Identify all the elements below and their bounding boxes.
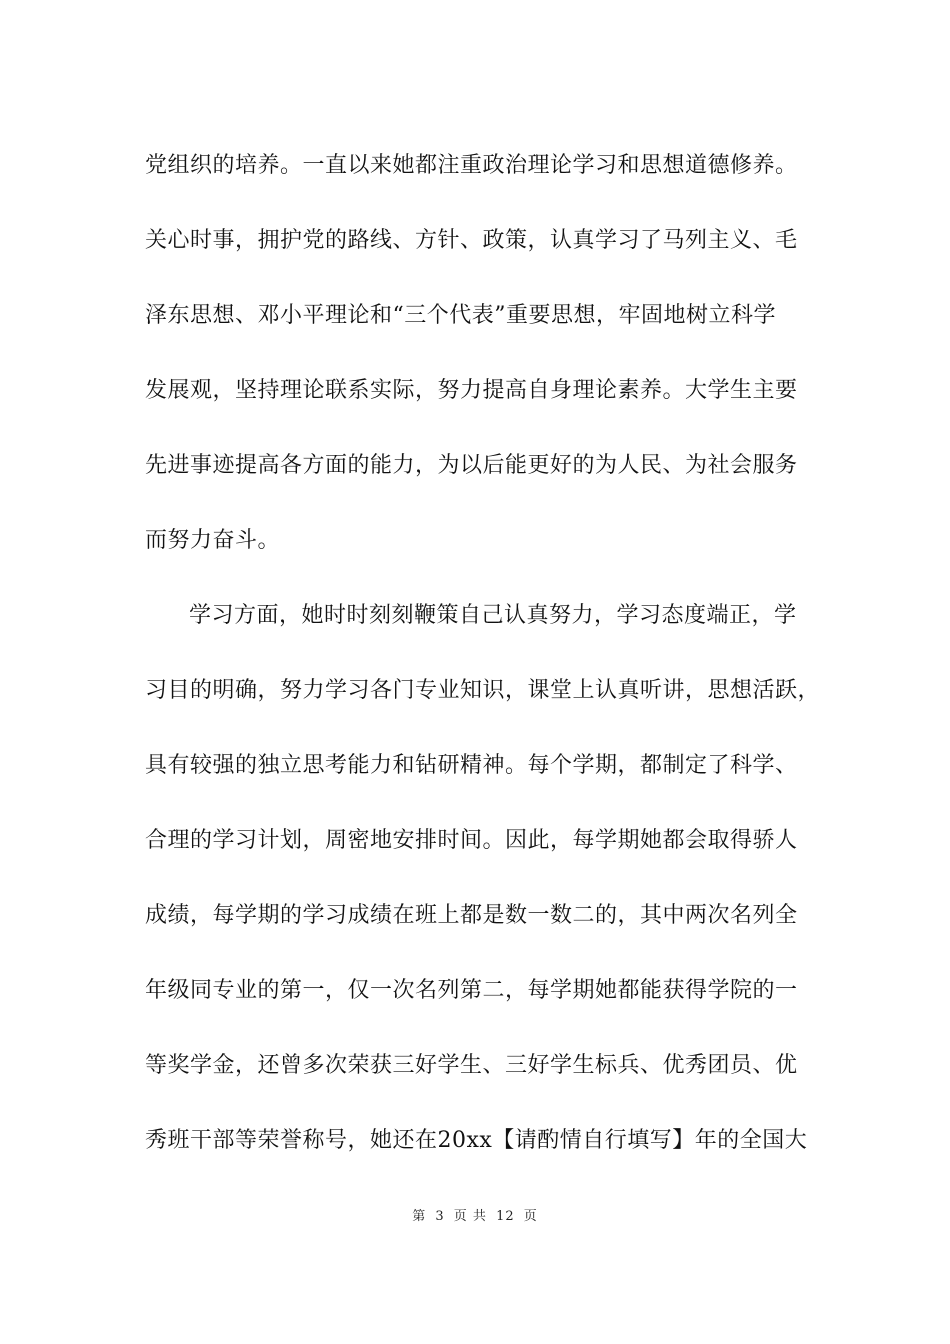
footer-suffix: 页 bbox=[523, 1209, 538, 1224]
text-line: 年级同专业的第一，仅一次名列第二，每学期她都能获得学院的一 bbox=[145, 978, 798, 1003]
text-line: 而努力奋斗。 bbox=[145, 528, 281, 553]
text-line: 成绩，每学期的学习成绩在班上都是数一数二的，其中两次名列全 bbox=[145, 903, 798, 928]
footer-prefix: 第 bbox=[412, 1209, 427, 1224]
text-line: 秀班干部等荣誉称号，她还在20xx【请酌情自行填写】年的全国大 bbox=[145, 1128, 808, 1153]
text-line: 泽东思想、邓小平理论和“三个代表”重要思想，牢固地树立科学 bbox=[145, 303, 776, 328]
text-line: 等奖学金，还曾多次荣获三好学生、三好学生标兵、优秀团员、优 bbox=[145, 1053, 798, 1078]
text-line: 党组织的培养。一直以来她都注重政治理论学习和思想道德修养。 bbox=[145, 153, 798, 178]
text-line-paragraph-start: 学习方面，她时时刻刻鞭策自己认真努力，学习态度端正，学 bbox=[189, 603, 797, 628]
text-line: 习目的明确，努力学习各门专业知识，课堂上认真听讲，思想活跃， bbox=[145, 678, 821, 703]
text-line: 发展观，坚持理论联系实际，努力提高自身理论素养。大学生主要 bbox=[145, 378, 798, 403]
current-page-number: 3 bbox=[435, 1209, 445, 1224]
total-pages-number: 12 bbox=[496, 1209, 515, 1224]
body-text bbox=[145, 128, 821, 1178]
text-line: 具有较强的独立思考能力和钻研精神。每个学期，都制定了科学、 bbox=[145, 753, 798, 778]
page-footer bbox=[0, 1205, 950, 1224]
text-line: 关心时事，拥护党的路线、方针、政策，认真学习了马列主义、毛 bbox=[145, 228, 798, 253]
footer-mid: 页 共 bbox=[453, 1209, 487, 1224]
text-line: 合理的学习计划，周密地安排时间。因此，每学期她都会取得骄人 bbox=[145, 828, 798, 853]
text-line: 先进事迹提高各方面的能力，为以后能更好的为人民、为社会服务 bbox=[145, 453, 798, 478]
